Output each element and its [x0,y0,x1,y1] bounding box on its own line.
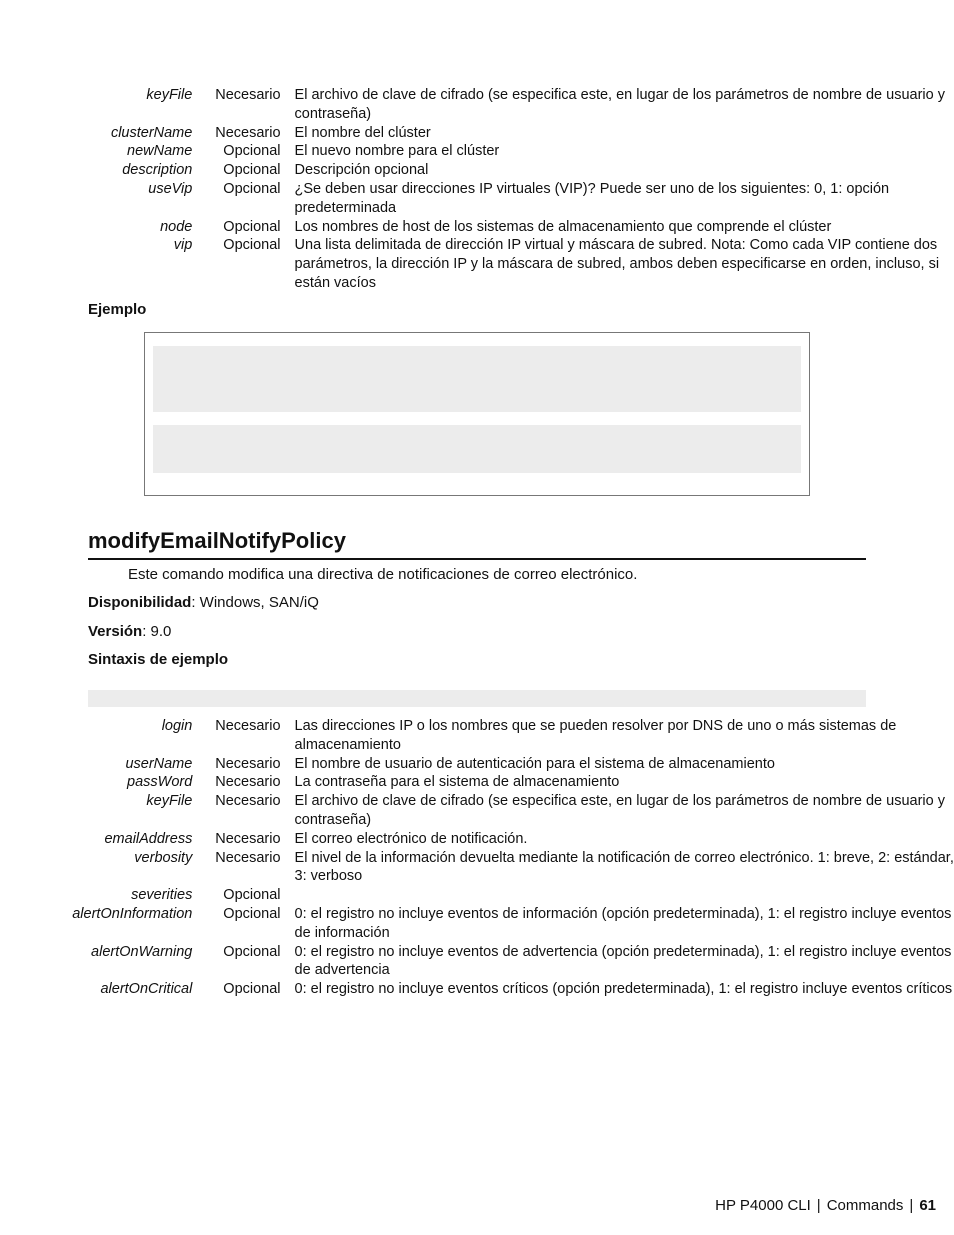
parameter-name: alertOnWarning [91,943,193,960]
parameter-row [0,792,954,830]
parameter-row [0,849,954,887]
parameter-requirement: Opcional [223,943,281,960]
page-number: 61 [919,1197,936,1214]
parameter-name: keyFile [146,793,193,810]
parameter-description: El nuevo nombre para el clúster [294,143,500,160]
parameter-row [0,86,954,124]
parameter-name: newName [127,143,193,160]
version-label: Versión [88,623,143,640]
parameter-requirement: Necesario [215,755,281,772]
parameter-row [0,161,954,180]
parameter-description: 0: el registro no incluye eventos de advertencia (opción predeterminada), 1: el registro incluye eventos de advertencia [294,943,952,979]
example-code-band-1 [153,346,801,412]
parameter-row [0,830,954,849]
parameter-description: Una lista delimitada de dirección IP virtual y máscara de subred. Nota: Como cada VIP contiene dos parámetros, la dirección IP y la máscara de subred, ambos deben especificarse en orden, incluso, si están vacíos [294,237,940,291]
parameter-description: 0: el registro no incluye eventos de información (opción predeterminada), 1: el registro incluye eventos de información [294,905,952,941]
version-value: : 9.0 [142,623,172,640]
parameter-description: El archivo de clave de cifrado (se especifica este, en lugar de los parámetros de nombre de usuario y contraseña) [294,87,945,122]
parameter-row [0,180,954,218]
footer-separator: | [816,1197,821,1214]
parameter-description: El nombre del clúster [294,124,431,141]
parameter-description: ¿Se deben usar direcciones IP virtuales (VIP)? Puede ser uno de los siguientes: 0, 1: opción predeterminada [294,180,890,216]
version-line [88,623,171,640]
parameter-description: 0: el registro no incluye eventos críticos (opción predeterminada), 1: el registro incluye eventos críticos [294,981,953,998]
parameter-name: emailAddress [104,830,193,847]
parameter-row [0,142,954,161]
page-footer [715,1197,936,1214]
parameter-requirement: Opcional [223,237,281,254]
parameter-requirement: Opcional [223,180,281,197]
example-code-box [144,332,810,496]
parameter-name: alertOnInformation [72,905,193,922]
parameter-requirement: Necesario [215,87,281,103]
parameter-row [0,773,954,792]
parameter-name: node [160,218,193,235]
parameter-description: Descripción opcional [294,162,429,179]
parameter-description: La contraseña para el sistema de almacenamiento [294,774,620,791]
parameter-name: severities [131,887,193,904]
parameter-description: Los nombres de host de los sistemas de almacenamiento que comprende el clúster [294,218,832,235]
parameter-description [295,886,954,905]
syntax-code-band [88,690,866,707]
parameter-requirement: Opcional [223,162,281,179]
parameter-description: El nombre de usuario de autenticación para el sistema de almacenamiento [294,755,775,772]
footer-separator: | [909,1197,914,1214]
parameter-row [0,905,954,943]
availability-value: : Windows, SAN/iQ [191,594,319,611]
parameters-table-1 [0,86,954,293]
parameter-name: keyFile [146,87,193,103]
availability-line [88,594,319,611]
parameter-row [0,755,954,774]
parameter-row [0,236,954,292]
parameter-requirement: Necesario [215,774,281,791]
parameter-row [0,943,954,981]
parameter-name: clusterName [110,124,193,141]
parameter-description: El archivo de clave de cifrado (se especifica este, en lugar de los parámetros de nombre de usuario y contraseña) [294,793,945,828]
parameter-name: description [122,162,193,179]
footer-section: Commands [826,1197,904,1214]
parameter-name: login [161,718,193,734]
parameter-name: useVip [148,180,193,197]
syntax-heading: Sintaxis de ejemplo [88,651,229,668]
availability-label: Disponibilidad [88,594,192,611]
example-heading: Ejemplo [88,301,147,318]
parameters-table-2 [0,717,954,999]
parameter-description: El correo electrónico de notificación. [294,830,528,847]
parameter-name: alertOnCritical [100,981,193,998]
parameter-description: El nivel de la información devuelta mediante la notificación de correo electrónico. 1: breve, 2: estándar, 3: verboso [294,849,954,885]
parameter-requirement: Necesario [215,124,281,141]
parameter-row [0,218,954,237]
parameter-requirement: Opcional [223,981,281,998]
parameter-requirement: Opcional [223,887,281,904]
parameter-requirement: Necesario [215,793,281,810]
parameters-table-1-body [0,86,954,293]
parameter-requirement: Necesario [215,830,281,847]
footer-doc-title: HP P4000 CLI [715,1197,811,1214]
section-title: modifyEmailNotifyPolicy [88,528,346,553]
parameter-requirement: Opcional [223,143,281,160]
parameter-requirement: Necesario [215,718,281,734]
parameter-name: userName [125,755,193,772]
parameter-name: verbosity [134,849,193,866]
parameter-name: vip [173,237,193,254]
parameters-table-2-body [0,717,954,999]
parameter-row [0,980,954,999]
section-intro: Este comando modifica una directiva de notificaciones de correo electrónico. [128,566,638,583]
parameter-row [0,124,954,143]
parameter-requirement: Opcional [223,218,281,235]
section-rule [88,558,866,560]
parameter-description: Las direcciones IP o los nombres que se pueden resolver por DNS de uno o más sistemas de almacenamiento [294,718,897,753]
parameter-row [0,717,954,755]
example-code-band-2 [153,425,801,473]
parameter-name: passWord [127,774,193,791]
parameter-row [0,886,954,905]
parameter-requirement: Opcional [223,905,281,922]
parameter-requirement: Necesario [215,849,281,866]
